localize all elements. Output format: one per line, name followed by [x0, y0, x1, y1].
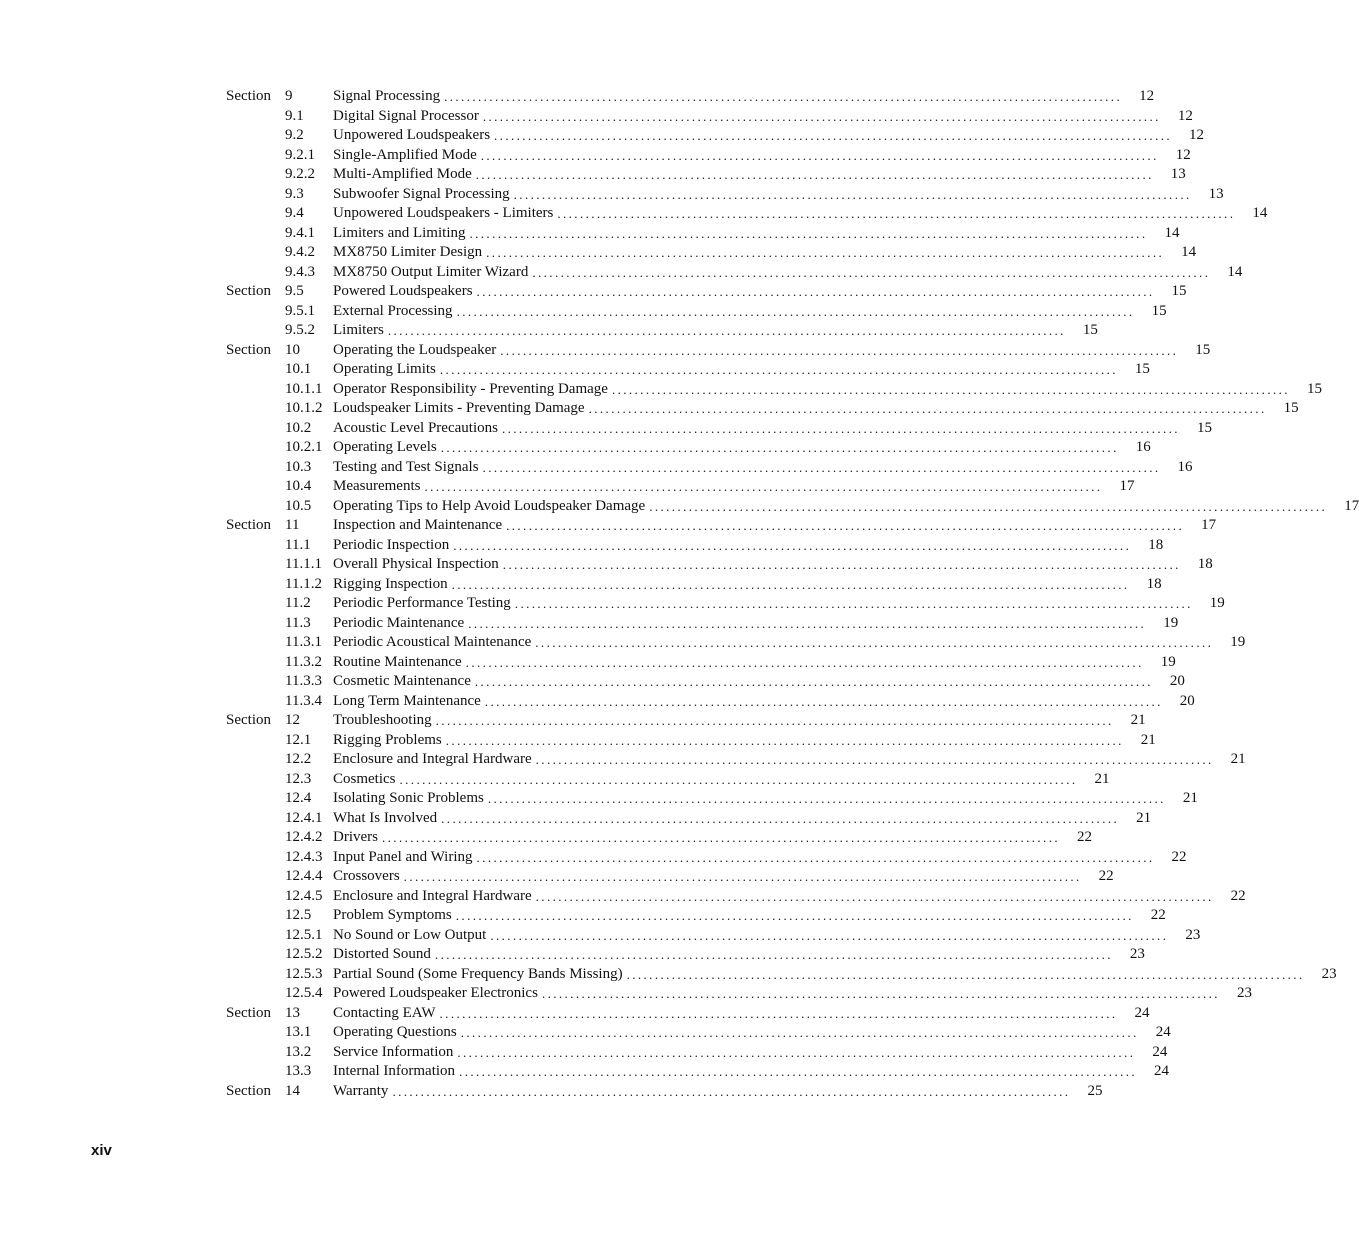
toc-entry-title: No Sound or Low Output — [333, 926, 487, 943]
toc-entry — [226, 692, 1195, 712]
toc-entry-title: Problem Symptoms — [333, 907, 452, 923]
toc-entry — [226, 360, 1150, 380]
toc-entry-page: 22 — [1077, 829, 1092, 845]
dot-leader: ........................................................................................................................ — [455, 908, 1134, 923]
toc-entry — [226, 633, 1246, 653]
toc-entry-page: 17 — [1119, 478, 1135, 494]
toc-entry — [226, 711, 1146, 731]
toc-entry-page: 19 — [1163, 614, 1179, 631]
dot-leader: ........................................................................................................................ — [484, 693, 1163, 709]
toc-entry-page: 12 — [1139, 88, 1155, 104]
toc-entry-number: 9.2.2 — [285, 166, 315, 182]
toc-entry-title: Crossovers — [333, 868, 400, 884]
toc-entry-page: 23 — [1185, 926, 1201, 943]
dot-leader: ........................................................................................................................ — [475, 167, 1154, 182]
toc-entry-number: 13 — [285, 1004, 300, 1021]
toc-entry — [226, 107, 1193, 127]
dot-leader: ........................................................................................................................ — [460, 1025, 1139, 1040]
toc-entry-page: 14 — [1252, 205, 1268, 221]
toc-entry — [226, 575, 1162, 595]
toc-entry-number: 11.1.1 — [285, 556, 322, 572]
toc-entry-number: 9.4 — [285, 205, 304, 221]
toc-entry-number: 11.3 — [285, 614, 311, 631]
toc-entry-page: 15 — [1082, 322, 1098, 338]
toc-entry-number: 13.1 — [285, 1024, 312, 1040]
toc-entry-page: 16 — [1177, 458, 1193, 475]
toc-entry — [226, 165, 1186, 185]
toc-entry-number: 10.3 — [285, 458, 312, 475]
toc-entry-number: 9.3 — [285, 185, 304, 202]
toc-section-label: Section — [226, 88, 271, 104]
toc-entry-title: Measurements — [333, 478, 421, 494]
toc-entry-page: 21 — [1230, 751, 1246, 767]
toc-entry-title: Loudspeaker Limits - Preventing Damage — [333, 400, 585, 416]
toc-entry — [226, 614, 1179, 634]
toc-entry-title: External Processing — [333, 302, 453, 319]
toc-entry-number: 10.2.1 — [285, 439, 323, 455]
toc-entry — [226, 146, 1191, 166]
toc-entry-number: 10.5 — [285, 497, 312, 514]
toc-entry-number: 12.5.3 — [285, 965, 323, 982]
dot-leader: ........................................................................................................................ — [501, 420, 1180, 436]
toc-entry-page: 21 — [1182, 790, 1198, 806]
toc-entry-number: 9.5.1 — [285, 302, 315, 319]
toc-entry — [226, 477, 1135, 497]
toc-entry-page: 13 — [1208, 185, 1224, 202]
toc-entry-page: 24 — [1152, 1043, 1168, 1060]
toc-entry-page: 12 — [1189, 127, 1205, 143]
dot-leader: ........................................................................................................................ — [465, 654, 1144, 670]
toc-entry-number: 10 — [285, 341, 300, 358]
toc-entry-number: 11.1 — [285, 536, 311, 553]
toc-entry — [226, 399, 1299, 419]
toc-entry-title: Testing and Test Signals — [333, 458, 479, 475]
toc-entry-number: 11.3.4 — [285, 692, 322, 709]
toc-entry-number: 12.4.5 — [285, 887, 323, 904]
toc-entry-title: Enclosure and Integral Hardware — [333, 887, 532, 904]
dot-leader: ........................................................................................................................ — [476, 284, 1155, 299]
toc-entry — [226, 87, 1155, 107]
toc-entry-page: 21 — [1094, 770, 1110, 787]
toc-entry-title: Contacting EAW — [333, 1004, 436, 1021]
dot-leader: ........................................................................................................................ — [439, 362, 1118, 377]
toc-entry-page: 21 — [1130, 712, 1146, 728]
toc-entry-page: 19 — [1209, 595, 1225, 611]
toc-entry-number: 12.4.1 — [285, 809, 323, 826]
dot-leader: ........................................................................................................................ — [440, 440, 1119, 455]
toc-entry-page: 12 — [1177, 107, 1193, 124]
toc-entry-number: 12.3 — [285, 770, 312, 787]
dot-leader: ........................................................................................................................ — [588, 401, 1267, 416]
toc-entry-number: 10.1 — [285, 361, 312, 377]
toc-entry-title: Rigging Problems — [333, 731, 442, 748]
dot-leader: ........................................................................................................................ — [502, 557, 1181, 572]
dot-leader: ........................................................................................................................ — [403, 869, 1082, 884]
toc-entry-number: 10.1.2 — [285, 400, 323, 416]
dot-leader: ........................................................................................................................ — [535, 752, 1214, 767]
toc-entry-page: 15 — [1306, 380, 1322, 397]
toc-entry-page: 15 — [1283, 400, 1299, 416]
toc-entry-page: 17 — [1344, 497, 1359, 514]
toc-entry-page: 15 — [1171, 283, 1187, 299]
toc-entry — [226, 458, 1193, 478]
toc-entry — [226, 204, 1268, 224]
toc-entry-title: MX8750 Limiter Design — [333, 244, 483, 260]
toc-entry-title: Periodic Maintenance — [333, 614, 465, 631]
dot-leader: ........................................................................................................................ — [392, 1083, 1071, 1099]
toc-entry — [226, 770, 1110, 790]
toc-entry-page: 23 — [1129, 946, 1145, 962]
toc-entry — [226, 302, 1167, 322]
toc-entry-number: 9.5.2 — [285, 322, 315, 338]
toc-entry-page: 23 — [1321, 965, 1337, 982]
toc-entry-number: 11.1.2 — [285, 575, 322, 592]
toc-entry — [226, 789, 1198, 809]
toc-entry-page: 14 — [1227, 263, 1243, 280]
toc-entry-page: 22 — [1150, 907, 1166, 923]
toc-entry-number: 11.3.2 — [285, 653, 322, 670]
toc-entry-number: 9.1 — [285, 107, 304, 124]
dot-leader: ........................................................................................................................ — [486, 245, 1165, 260]
toc-entry — [226, 1023, 1171, 1043]
toc-entry-page: 15 — [1134, 361, 1150, 377]
toc-entry-title: Limiters and Limiting — [333, 224, 466, 241]
toc-entry — [226, 867, 1114, 887]
toc-entry-title: Long Term Maintenance — [333, 692, 481, 709]
dot-leader: ........................................................................................................................ — [399, 771, 1078, 787]
toc-entry — [226, 243, 1197, 263]
dot-leader: ........................................................................................................................ — [490, 927, 1169, 943]
toc-entry-number: 9.4.2 — [285, 244, 315, 260]
toc-entry-number: 12.5 — [285, 907, 312, 923]
dot-leader: ........................................................................................................................ — [445, 732, 1124, 748]
dot-leader: ........................................................................................................................ — [482, 459, 1161, 475]
toc-entry — [226, 984, 1252, 1004]
toc-entry-page: 20 — [1179, 692, 1195, 709]
toc-entry — [226, 906, 1166, 926]
toc-entry-page: 17 — [1201, 517, 1217, 533]
toc-entry-title: Periodic Inspection — [333, 536, 450, 553]
toc-entry-number: 13.2 — [285, 1043, 312, 1060]
toc-entry-title: Powered Loudspeaker Electronics — [333, 985, 538, 1001]
dot-leader: ........................................................................................................................ — [459, 1064, 1138, 1079]
toc-entry-number: 11.2 — [285, 595, 311, 611]
table-of-contents — [226, 87, 1359, 1101]
toc-entry-page: 22 — [1230, 887, 1246, 904]
toc-entry-title: Enclosure and Integral Hardware — [333, 751, 532, 767]
dot-leader: ........................................................................................................................ — [514, 596, 1193, 611]
toc-entry — [226, 887, 1246, 907]
dot-leader: ........................................................................................................................ — [453, 537, 1132, 553]
dot-leader: ........................................................................................................................ — [444, 89, 1123, 104]
toc-entry-title: Unpowered Loudspeakers - Limiters — [333, 205, 554, 221]
dot-leader: ........................................................................................................................ — [382, 830, 1060, 845]
dot-leader: ........................................................................................................................ — [387, 323, 1066, 338]
dot-leader: ........................................................................................................................ — [424, 479, 1103, 494]
dot-leader: ........................................................................................................................ — [457, 1044, 1136, 1060]
page-number: xiv — [91, 1142, 112, 1159]
toc-entry — [226, 263, 1243, 283]
toc-entry-title: Partial Sound (Some Frequency Bands Missing) — [333, 965, 623, 982]
toc-entry-page: 19 — [1160, 653, 1176, 670]
toc-entry-title: Rigging Inspection — [333, 575, 448, 592]
toc-entry — [226, 185, 1224, 205]
dot-leader: ........................................................................................................................ — [482, 108, 1161, 124]
toc-entry-title: Unpowered Loudspeakers — [333, 127, 491, 143]
dot-leader: ........................................................................................................................ — [480, 147, 1159, 163]
toc-entry-title: Cosmetic Maintenance — [333, 673, 471, 689]
toc-entry — [226, 1043, 1168, 1063]
toc-entry-page: 18 — [1146, 575, 1162, 592]
toc-entry-page: 15 — [1195, 341, 1211, 358]
toc-entry-number: 11.3.1 — [285, 634, 322, 650]
toc-entry-page: 14 — [1181, 244, 1197, 260]
toc-entry-number: 12.4 — [285, 790, 312, 806]
toc-section-label: Section — [226, 341, 271, 358]
toc-entry-page: 13 — [1170, 166, 1186, 182]
toc-entry-number: 14 — [285, 1082, 300, 1099]
dot-leader: ........................................................................................................................ — [513, 186, 1192, 202]
toc-entry-page: 24 — [1155, 1024, 1171, 1040]
toc-entry-title: Operating the Loudspeaker — [333, 341, 497, 358]
toc-entry-title: Operating Levels — [333, 439, 437, 455]
toc-entry — [226, 224, 1180, 244]
toc-entry — [226, 848, 1187, 868]
dot-leader: ........................................................................................................................ — [469, 225, 1148, 241]
dot-leader: ........................................................................................................................ — [468, 615, 1147, 631]
toc-entry-title: Distorted Sound — [333, 946, 431, 962]
toc-entry-page: 24 — [1154, 1063, 1170, 1079]
dot-leader: ........................................................................................................................ — [532, 264, 1211, 280]
toc-entry-title: Digital Signal Processor — [333, 107, 479, 124]
toc-entry-page: 16 — [1135, 439, 1151, 455]
toc-entry-number: 12.2 — [285, 751, 312, 767]
toc-entry — [226, 731, 1156, 751]
toc-entry — [226, 1082, 1103, 1102]
dot-leader: ........................................................................................................................ — [541, 986, 1220, 1001]
toc-entry — [226, 516, 1217, 536]
toc-entry — [226, 380, 1322, 400]
toc-entry-title: Internal Information — [333, 1063, 456, 1079]
toc-entry — [226, 653, 1176, 673]
toc-entry-title: Periodic Performance Testing — [333, 595, 511, 611]
toc-entry — [226, 1062, 1170, 1082]
toc-entry — [226, 555, 1213, 575]
toc-entry-title: Operating Questions — [333, 1024, 457, 1040]
dot-leader: ........................................................................................................................ — [626, 966, 1305, 982]
toc-entry-title: Limiters — [333, 322, 384, 338]
toc-entry-number: 12.4.4 — [285, 868, 323, 884]
toc-entry — [226, 750, 1246, 770]
toc-entry-number: 12.4.3 — [285, 848, 323, 865]
toc-entry-page: 14 — [1164, 224, 1180, 241]
toc-entry-title: Isolating Sonic Problems — [333, 790, 484, 806]
toc-entry-title: Powered Loudspeakers — [333, 283, 473, 299]
dot-leader: ........................................................................................................................ — [535, 635, 1214, 650]
toc-entry — [226, 341, 1211, 361]
toc-entry-title: Service Information — [333, 1043, 454, 1060]
toc-entry — [226, 945, 1145, 965]
toc-section-label: Section — [226, 1082, 271, 1099]
toc-entry-title: Warranty — [333, 1082, 389, 1099]
toc-entry-number: 12.5.4 — [285, 985, 323, 1001]
dot-leader: ........................................................................................................................ — [535, 888, 1214, 904]
toc-entry-page: 23 — [1236, 985, 1252, 1001]
toc-entry — [226, 1004, 1150, 1024]
toc-entry-number: 12.1 — [285, 731, 312, 748]
dot-leader: ........................................................................................................................ — [506, 518, 1185, 533]
toc-entry-title: MX8750 Output Limiter Wizard — [333, 263, 529, 280]
toc-entry-number: 10.4 — [285, 478, 312, 494]
toc-entry-number: 10.1.1 — [285, 380, 323, 397]
toc-entry-title: Operator Responsibility - Preventing Damage — [333, 380, 608, 397]
dot-leader: ........................................................................................................................ — [500, 342, 1179, 358]
toc-entry-number: 9.2.1 — [285, 146, 315, 163]
toc-entry-page: 15 — [1196, 419, 1212, 436]
toc-entry-number: 12.5.1 — [285, 926, 323, 943]
toc-entry — [226, 965, 1337, 985]
toc-entry-number: 12.5.2 — [285, 946, 323, 962]
toc-entry-title: Input Panel and Wiring — [333, 848, 473, 865]
toc-entry — [226, 126, 1205, 146]
dot-leader: ........................................................................................................................ — [456, 303, 1135, 319]
dot-leader: ........................................................................................................................ — [434, 947, 1113, 962]
toc-entry-number: 9.4.3 — [285, 263, 315, 280]
toc-entry-number: 9.5 — [285, 283, 304, 299]
toc-section-label: Section — [226, 712, 271, 728]
toc-entry-page: 19 — [1230, 634, 1246, 650]
toc-entry — [226, 536, 1164, 556]
toc-entry-number: 10.2 — [285, 419, 312, 436]
dot-leader: ........................................................................................................................ — [649, 498, 1328, 514]
toc-entry — [226, 321, 1098, 341]
toc-entry — [226, 438, 1151, 458]
toc-entry — [226, 282, 1187, 302]
dot-leader: ........................................................................................................................ — [474, 674, 1153, 689]
toc-entry-page: 18 — [1197, 556, 1213, 572]
toc-entry-title: Subwoofer Signal Processing — [333, 185, 510, 202]
toc-entry-title: Drivers — [333, 829, 378, 845]
dot-leader: ........................................................................................................................ — [439, 1005, 1118, 1021]
toc-entry-page: 21 — [1140, 731, 1156, 748]
toc-entry-title: What Is Involved — [333, 809, 438, 826]
toc-entry-page: 15 — [1151, 302, 1167, 319]
toc-entry-number: 9.2 — [285, 127, 304, 143]
toc-entry-title: Periodic Acoustical Maintenance — [333, 634, 532, 650]
dot-leader: ........................................................................................................................ — [611, 381, 1290, 397]
toc-entry — [226, 594, 1225, 614]
toc-entry-number: 13.3 — [285, 1063, 312, 1079]
toc-entry-title: Operating Limits — [333, 361, 436, 377]
toc-section-label: Section — [226, 283, 271, 299]
toc-entry-page: 22 — [1171, 848, 1187, 865]
toc-entry-title: Signal Processing — [333, 88, 441, 104]
toc-entry-title: Operating Tips to Help Avoid Loudspeaker Damage — [333, 497, 646, 514]
toc-section-label: Section — [226, 517, 271, 533]
toc-entry-page: 22 — [1098, 868, 1114, 884]
toc-entry — [226, 419, 1212, 439]
toc-entry — [226, 809, 1152, 829]
toc-section-label: Section — [226, 1004, 271, 1021]
toc-entry-page: 24 — [1134, 1004, 1150, 1021]
toc-entry-title: Inspection and Maintenance — [333, 517, 503, 533]
dot-leader: ........................................................................................................................ — [476, 849, 1155, 865]
dot-leader: ........................................................................................................................ — [557, 206, 1236, 221]
toc-entry-page: 25 — [1087, 1082, 1103, 1099]
toc-entry-number: 9 — [285, 88, 293, 104]
toc-entry-page: 18 — [1148, 536, 1164, 553]
toc-entry-title: Troubleshooting — [333, 712, 432, 728]
dot-leader: ........................................................................................................................ — [441, 810, 1120, 826]
toc-entry-number: 11 — [285, 517, 300, 533]
dot-leader: ........................................................................................................................ — [494, 128, 1173, 143]
dot-leader: ........................................................................................................................ — [487, 791, 1166, 806]
toc-entry-page: 21 — [1136, 809, 1152, 826]
toc-entry-title: Routine Maintenance — [333, 653, 462, 670]
toc-entry-number: 11.3.3 — [285, 673, 322, 689]
toc-entry — [226, 672, 1185, 692]
toc-entry-number: 12 — [285, 712, 300, 728]
toc-entry — [226, 497, 1359, 517]
toc-entry-title: Cosmetics — [333, 770, 396, 787]
toc-entry — [226, 828, 1092, 848]
dot-leader: ........................................................................................................................ — [435, 713, 1114, 728]
toc-entry-number: 12.4.2 — [285, 829, 323, 845]
toc-entry — [226, 926, 1201, 946]
toc-entry-page: 12 — [1175, 146, 1191, 163]
toc-entry-title: Single-Amplified Mode — [333, 146, 477, 163]
toc-entry-page: 20 — [1169, 673, 1185, 689]
toc-entry-title: Multi-Amplified Mode — [333, 166, 472, 182]
toc-entry-title: Overall Physical Inspection — [333, 556, 499, 572]
dot-leader: ........................................................................................................................ — [451, 576, 1130, 592]
toc-entry-number: 9.4.1 — [285, 224, 315, 241]
toc-entry-title: Acoustic Level Precautions — [333, 419, 498, 436]
